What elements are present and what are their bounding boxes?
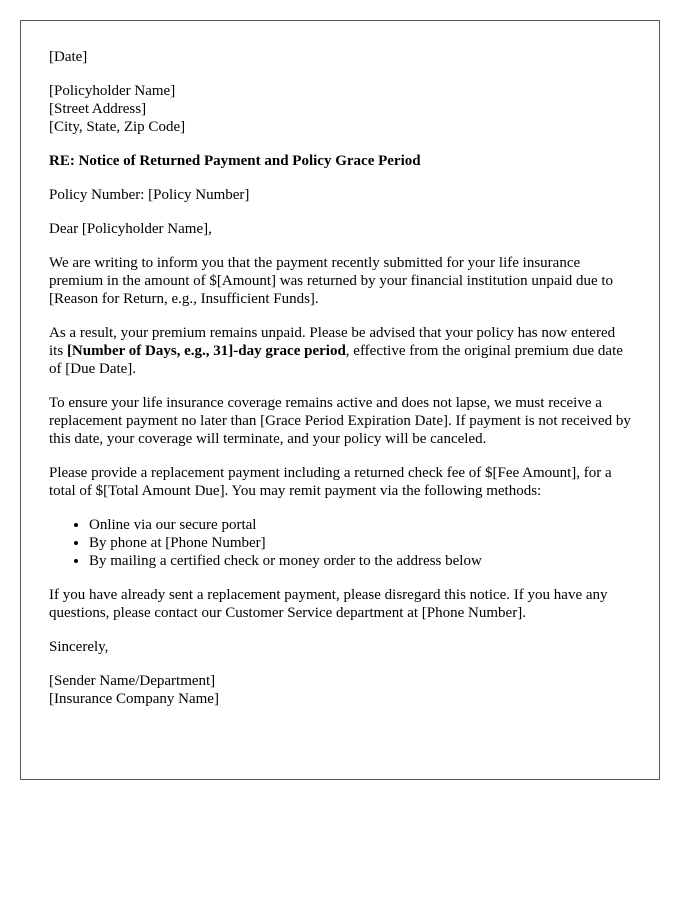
payment-method-mail: • By mailing a certified check or money order to the address below (89, 552, 631, 570)
policy-number-line: Policy Number: [Policy Number] (49, 187, 250, 203)
letter-date: [Date] (49, 49, 88, 65)
grace-period-text-after: , effective from the original premium due date of [Due Date]. (49, 343, 623, 377)
payment-methods-list (49, 516, 631, 570)
sender-name: [Sender Name/Department] (49, 673, 216, 689)
grace-period-days: [Number of Days, e.g., 31]-day grace period (66, 343, 346, 359)
subject-line: RE: Notice of Returned Payment and Policy Grace Period (49, 153, 421, 169)
recipient-name: [Policyholder Name] (49, 83, 176, 99)
sender-signature (49, 672, 631, 708)
recipient-address (49, 82, 631, 136)
payment-method-phone: • By phone at [Phone Number] (89, 534, 631, 552)
paragraph-coverage-warning: To ensure your life insurance coverage remains active and does not lapse, we must receive a replacement payment no later than [Grace Period Expiration Date]. If payment is not received by this date, your coverage will terminate, and your policy will be canceled. (49, 395, 631, 447)
salutation: Dear [Policyholder Name], (49, 221, 212, 237)
grace-period-text-before: As a result, your premium remains unpaid. Please be advised that your policy has now entered its (49, 325, 616, 359)
paragraph-returned-payment: We are writing to inform you that the payment recently submitted for your life insurance premium in the amount of $[Amount] was returned by your financial institution unpaid due to [Reason for Return, e.g., Insufficient Funds]. (49, 255, 614, 307)
recipient-city-state-zip: [City, State, Zip Code] (49, 119, 186, 135)
paragraph-disregard-notice: If you have already sent a replacement payment, please disregard this notice. If you have any questions, please contact our Customer Service department at [Phone Number]. (49, 587, 608, 621)
payment-method-online: • Online via our secure portal (89, 516, 631, 534)
paragraph-grace-period (49, 324, 631, 378)
recipient-street: [Street Address] (49, 101, 147, 117)
letter-page (20, 20, 660, 780)
sender-company: [Insurance Company Name] (49, 691, 219, 707)
paragraph-replacement-payment: Please provide a replacement payment including a returned check fee of $[Fee Amount], for a total of $[Total Amount Due]. You may remit payment via the following methods: (49, 465, 612, 499)
closing: Sincerely, (49, 639, 109, 655)
